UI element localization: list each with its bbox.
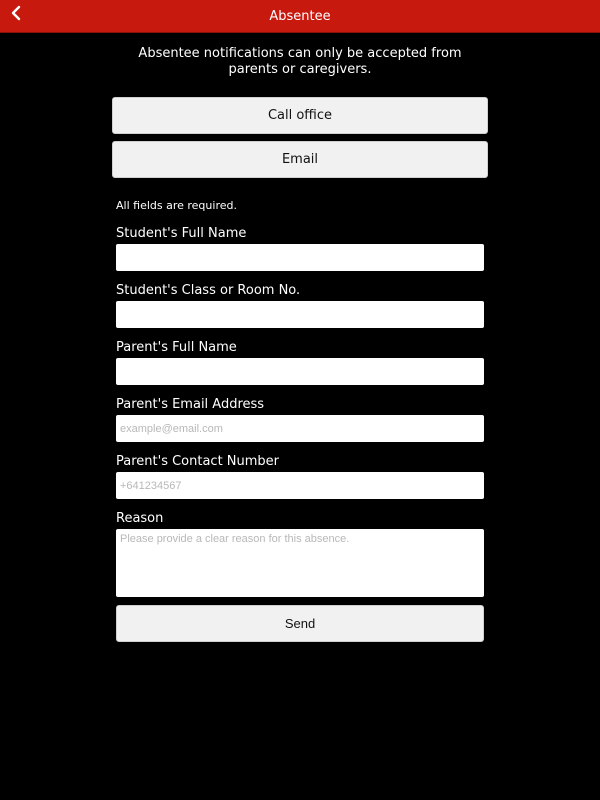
student-name-input[interactable] (116, 244, 484, 271)
send-button[interactable]: Send (116, 605, 484, 642)
parent-email-label: Parent's Email Address (116, 397, 265, 412)
student-name-label: Student's Full Name (116, 226, 247, 241)
reason-textarea[interactable] (116, 529, 484, 597)
student-class-label: Student's Class or Room No. (116, 283, 301, 298)
required-fields-note: All fields are required. (116, 199, 237, 212)
page-title: Absentee (269, 9, 331, 24)
parent-contact-input[interactable] (116, 472, 484, 499)
parent-name-label: Parent's Full Name (116, 340, 237, 355)
parent-name-input[interactable] (116, 358, 484, 385)
parent-email-input[interactable] (116, 415, 484, 442)
app-header (0, 0, 600, 33)
student-class-input[interactable] (116, 301, 484, 328)
call-office-button[interactable]: Call office (112, 97, 488, 134)
email-button[interactable]: Email (112, 141, 488, 178)
reason-label: Reason (116, 511, 164, 526)
parent-notice-text: Absentee notifications can only be accepted from parents or caregivers. (138, 46, 462, 77)
parent-contact-label: Parent's Contact Number (116, 454, 280, 469)
